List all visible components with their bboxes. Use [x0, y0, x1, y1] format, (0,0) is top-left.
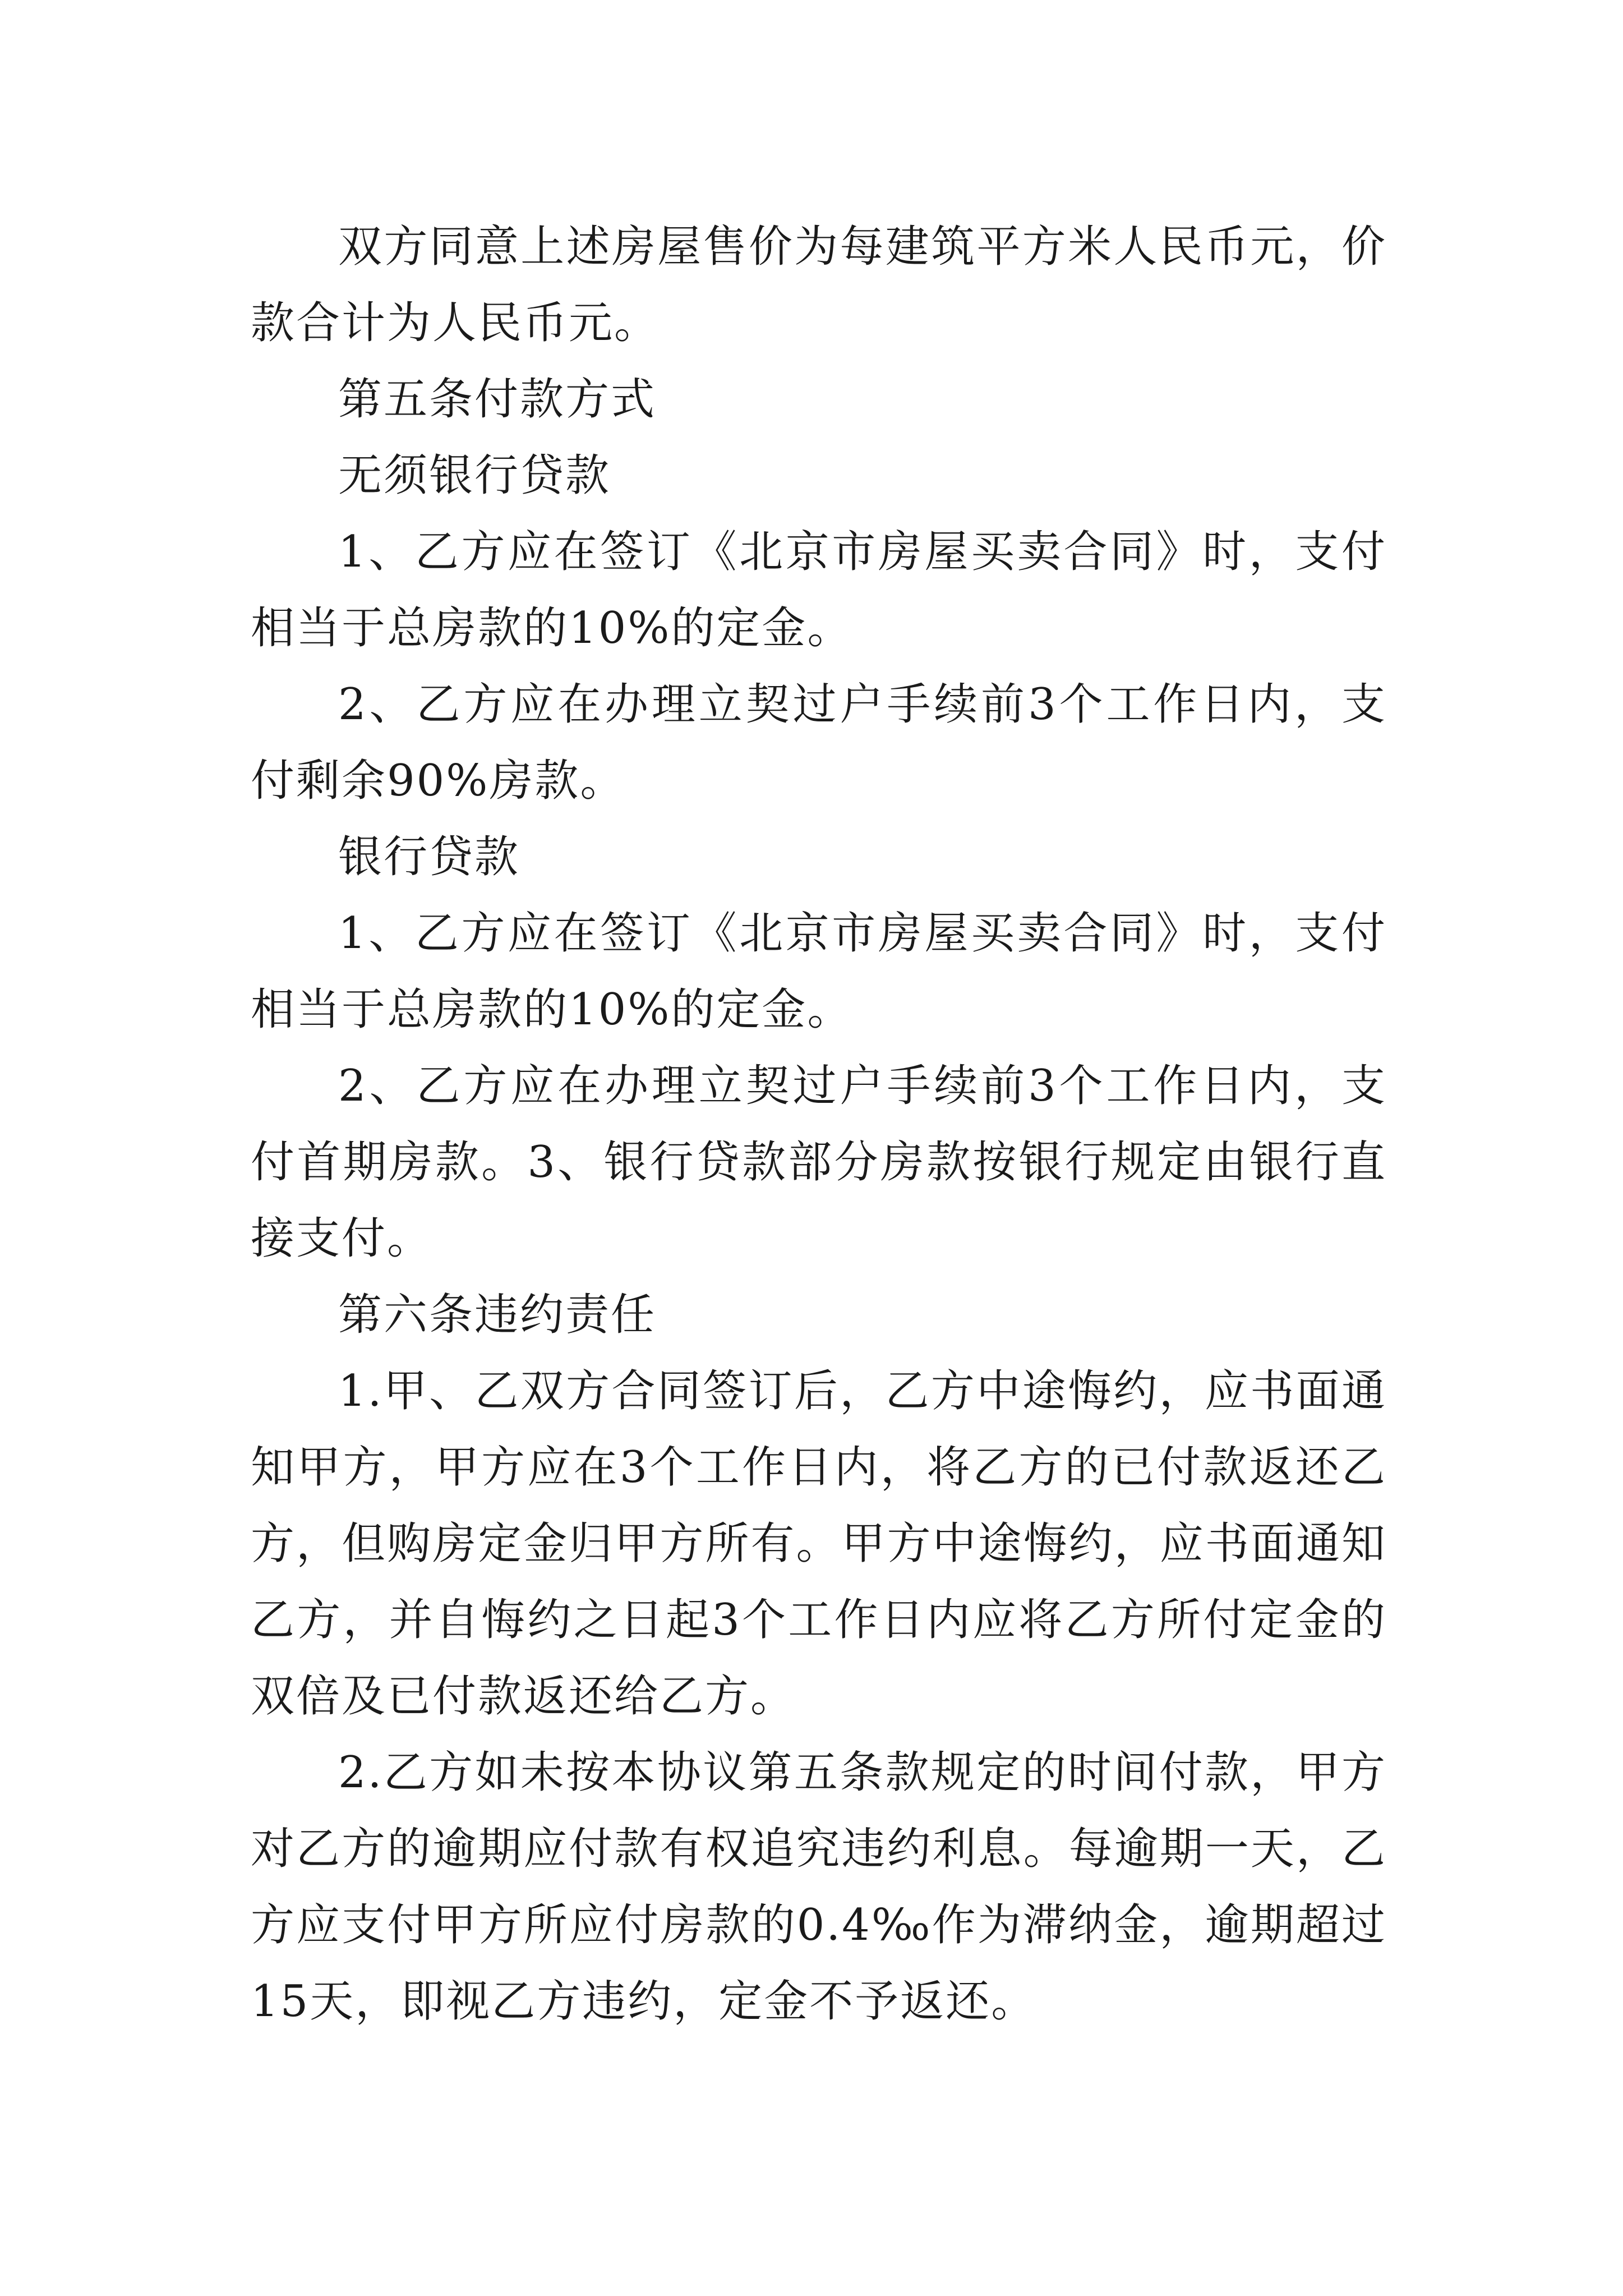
heading-article-5: 第五条付款方式: [338, 374, 657, 425]
paragraph-liability-2: 2.乙方如未按本协议第五条款规定的时间付款，甲方对乙方的逾期应付款有权追究违约利息。每逾期一天，乙方应支付甲方所应付房款的0.4‰作为滞纳金，逾期超过15天，即视乙方违约，定金不予返还。: [251, 1747, 1387, 2027]
paragraph-no-loan-2: 2、乙方应在办理立契过户手续前3个工作日内，支付剩余90%房款。: [251, 679, 1387, 806]
subheading-no-loan: 无须银行贷款: [338, 450, 611, 501]
subheading-bank-loan: 银行贷款: [338, 832, 520, 882]
paragraph-bank-loan-2: 2、乙方应在办理立契过户手续前3个工作日内，支付首期房款。3、银行贷款部分房款按银行规定由银行直接支付。: [251, 1061, 1387, 1264]
heading-article-6: 第六条违约责任: [338, 1290, 657, 1340]
paragraph-liability-1: 1.甲、乙双方合同签订后，乙方中途悔约，应书面通知甲方，甲方应在3个工作日内，将乙方的已付款返还乙方，但购房定金归甲方所有。甲方中途悔约，应书面通知乙方，并自悔约之日起3个工作日内应将乙方所付定金的双倍及已付款返还给乙方。: [251, 1366, 1387, 1722]
paragraph-no-loan-1: 1、乙方应在签订《北京市房屋买卖合同》时，支付相当于总房款的10%的定金。: [251, 527, 1387, 654]
paragraph-price: 双方同意上述房屋售价为每建筑平方米人民币元，价款合计为人民币元。: [251, 222, 1387, 348]
document-body: [251, 209, 1387, 2040]
paragraph-bank-loan-1: 1、乙方应在签订《北京市房屋买卖合同》时，支付相当于总房款的10%的定金。: [251, 908, 1387, 1035]
